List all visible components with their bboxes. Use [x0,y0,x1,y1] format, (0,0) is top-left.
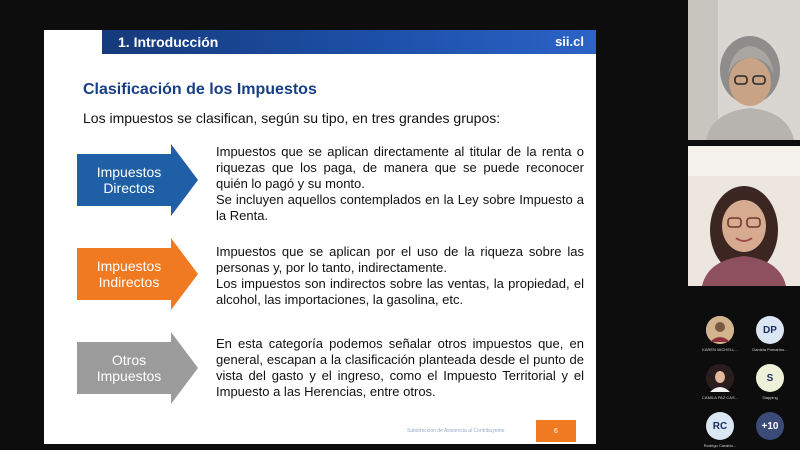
arrow-label-line1: Impuestos [96,164,162,180]
participant-avatar [706,316,734,344]
participant-name: KAREN MICHELL... [702,347,738,352]
slide-footer-text: Subdirección de Asistencia al Contribuyente [407,428,505,434]
arrow-label-line1: Otros [111,352,147,368]
participant-avatar: DP [756,316,784,344]
participant-video-icon [688,146,800,286]
more-participants-count: +10 [756,412,784,440]
participant-name: CAMILA PAZ CAS... [702,395,738,400]
row-paragraph: Los impuestos son indirectos sobre las ventas, la propiedad, el alcohol, las importaciones, la gasolina, etc. [216,276,584,307]
participant-item[interactable] [750,316,790,352]
sii-logo: sii.cl [555,34,584,49]
arrow-label [77,144,181,216]
participant-video-icon [688,0,800,140]
row-paragraph: Impuestos que se aplican por el uso de la riqueza sobre las personas y, por lo tanto, indirectamente. [216,244,584,275]
participant-name: Rodrigo Carabio... [703,443,737,448]
row-description-directos [216,144,584,224]
participant-item[interactable] [700,364,740,400]
row-paragraph: Se incluyen aquellos contemplados en la Ley sobre Impuesto a la Renta. [216,192,584,223]
row-description-indirectos [216,244,584,308]
slide-title: Clasificación de los Impuestos [83,81,317,98]
slide-section-title: 1. Introducción [118,34,219,50]
participant-item[interactable] [700,412,740,448]
participant-item[interactable] [700,316,740,352]
row-paragraph: Impuestos que se aplican directamente al titular de la renta o riquezas que los paga, de manera que se puede reconocer quién lo pagó y su monto. [216,144,584,191]
participant-video-tile[interactable] [688,146,800,286]
arrow-label [77,332,181,404]
more-participants-button[interactable] [750,412,790,440]
participant-avatar: RC [706,412,734,440]
participant-photo-icon [706,364,734,392]
participant-video-tile[interactable] [688,0,800,140]
participant-photo-icon [706,316,734,344]
arrow-label-line1: Impuestos [96,258,162,274]
slide-intro-text: Los impuestos se clasifican, según su tipo, en tres grandes grupos: [83,110,501,126]
row-description-otros [216,336,584,400]
arrow-label [77,238,181,310]
arrow-label-line2: Directos [103,180,155,196]
slide-page-number: 6 [536,420,576,442]
slide-header-bar [102,30,596,54]
arrow-impuestos-directos [77,144,198,216]
participant-name: Daniela Pomarino... [752,347,788,352]
shared-slide [44,30,596,444]
arrow-label-line2: Impuestos [96,368,162,384]
arrow-label-line2: Indirectos [98,274,160,290]
participant-avatar: S [756,364,784,392]
participant-item[interactable] [750,364,790,400]
arrow-otros-impuestos [77,332,198,404]
row-paragraph: En esta categoría podemos señalar otros impuestos que, en general, escapan a la clasificación planteada desde el punto de vista del gasto y el ingreso, como el Impuesto Territorial y el Impuesto a las Herencias, entre otros. [216,336,584,399]
arrow-impuestos-indirectos [77,238,198,310]
participant-avatar [706,364,734,392]
participant-name: Slapping [762,395,778,400]
